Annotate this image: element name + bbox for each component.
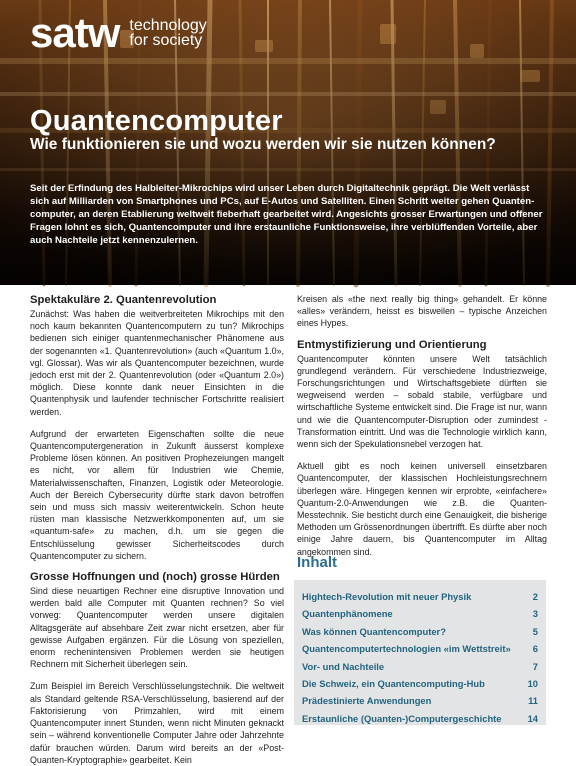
section-heading-entmystifizierung: Entmystifizierung und Orientierung — [297, 338, 487, 351]
toc-entry-page: 2 — [532, 591, 538, 602]
paragraph: Zunächst: Was haben die weitverbreiteten Mikrochips mit den noch kaum bekannten Quantencomputern zu tun? Mikrochips bedienen sich einiger quantenmechanischer Phänomene aus der sogenannten «1. Quantenrevolution» (auch «Quantum 1.0», vgl. Glossar). Was wir als Quantencomputer bezeichnen, wurde jedoch erst mit der 2. Quantenrevolution (oder «Quantum 2.0») möglich. Diese konnte dank neuer Einsichten in die Quantenphysik und laufender technischer Fortschritte realisiert werden. — [30, 309, 284, 417]
toc-entry-label: Quantencomputertechnologien «im Wettstreit» — [302, 643, 511, 655]
section-heading-revolution: Spektakuläre 2. Quantenrevolution — [30, 294, 217, 306]
toc-entry[interactable] — [302, 643, 538, 660]
toc-entry-label: Erstaunliche (Quanten-)Computergeschichte — [302, 712, 502, 724]
toc-entry-page: 11 — [528, 695, 538, 707]
toc-entry-page: 14 — [527, 712, 538, 724]
toc-entry-label: Die Schweiz, ein Quantencomputing-Hub — [302, 677, 485, 689]
toc-entry[interactable] — [302, 713, 538, 730]
toc-heading: Inhalt — [297, 554, 337, 571]
intro-paragraph: Seit der Erfindung des Halbleiter-Mikrochips wird unser Leben durch Digitaltechnik geprägt. Die Welt verlässt sich auf Milliarden von Smartphones und PCs, auf E-Autos und Satelliten. Einen Schritt weiter gehen Quanten-computer, an deren Etablierung weltweit fieberhaft gearbeitet wird. Angesichts grosser Erwartungen und offener Fragen lohnt es sich, Quantencomputer und ihre erstaunliche Funktionsweise, ihre verblüffenden Vorteile, aber auch Nachteile jetzt kennenzulernen. — [30, 183, 543, 247]
paragraph: Aktuell gibt es noch keinen universell einsetzbaren Quantencomputer, der klassischen Hochleistungsrechnern überlegen wäre. Hingegen kennen wir erprobte, «einfachere» Quantum-2.0-Anwendungen wie z.B. die Quanten-Messtechnik. Sie besticht durch eine Genauigkeit, die bisherige Methoden um Grössenordnungen übertrifft. Es dürfte aber noch einige Jahre dauern, bis Quantencomputer im Alltag angekommen sind. — [297, 461, 547, 557]
toc-entry-page: 3 — [532, 608, 538, 620]
toc-entry-page: 6 — [532, 643, 538, 655]
satw-logo — [30, 9, 207, 56]
toc-entry[interactable] — [302, 678, 538, 695]
toc-entry[interactable] — [302, 608, 538, 625]
logo-tagline — [129, 18, 206, 48]
table-of-contents — [294, 580, 546, 725]
left-column — [30, 293, 284, 766]
logo-tagline-line2: for society — [129, 32, 203, 49]
paragraph: Zum Beispiel im Bereich Verschlüsselungstechnik. Die weltweit als Standard geltende RSA-Verschlüsselung, basierend auf der Faktorisierung von Primzahlen, wird mit einem Quantencomputer innert Stunden, wenn nicht Minuten geknackt sein – während konventionelle Computer Jahre oder Jahrzehnte dafür brauchen würden. Darum wird bereits an der «Post-Quanten-Kryptographie» gearbeitet. Kein — [30, 681, 284, 765]
toc-entry[interactable] — [302, 591, 538, 608]
right-column — [297, 293, 547, 558]
logo-wordmark: satw — [30, 9, 120, 56]
hero-banner — [0, 0, 576, 285]
toc-entry-label: Hightech-Revolution mit neuer Physik — [302, 591, 472, 602]
toc-entry-label: Was können Quantencomputer? — [302, 625, 446, 637]
logo-tagline-line1: technology — [129, 17, 207, 34]
toc-entry-page: 5 — [532, 625, 538, 637]
toc-entry-page: 10 — [527, 677, 538, 689]
toc-entry-page: 7 — [532, 660, 538, 672]
toc-entry[interactable] — [302, 661, 538, 678]
section-heading-hoffnungen: Grosse Hoffnungen und (noch) grosse Hürden — [30, 571, 280, 584]
page-subtitle: Wie funktionieren sie und wozu werden wir sie nutzen können? — [30, 136, 496, 153]
paragraph: Sind diese neuartigen Rechner eine disruptive Innovation und werden bald alle Computer mit Quanten rechnen? So viel vorweg: Quantencomputer werden unsere digitalen Alltagsgeräte auf absehbare Zeit zwar nicht ersetzen, aber für gewisse Aufgaben ergänzen. Für die Lösung von speziellen, enorm rechenintensiven Problemen werden sie heutigen Rechnern mit Sicherheit überlegen sein. — [30, 586, 284, 670]
paragraph: Kreisen als «the next really big thing» gehandelt. Er könne «alles» verändern, heisst es bisweilen – typische Anzeichen eines Hypes. — [297, 294, 547, 329]
page-title: Quantencomputer — [30, 105, 283, 137]
toc-entry-label: Vor- und Nachteile — [302, 660, 385, 672]
paragraph: Quantencomputer könnten unsere Welt tatsächlich grundlegend verändern. Für verschiedene Industriezweige, Forschungsrichtungen und Wirtschaftsgebiete dürften sie wegweisend werden – sobald stabile, verfügbare und wirtschaftliche Systeme entwickelt sind. Die Frage ist nur, wann und wie die Quantencomputer-Disruption oder zumindest -Transformation eintritt. Und was die Technologie wirklich kann, wenn sich der Spekulationsnebel verzogen hat. — [297, 353, 547, 450]
paragraph: Aufgrund der erwarteten Eigenschaften sollte die neue Quantencomputergeneration in Zukunft äusserst komplexe Probleme lösen können. An positiven Prophezeiungen mangelt es nicht, vor allem für Industrien wie Chemie, Materialwissenschaften, Finanzen, Logistik oder Meteorologie. Auch der Bereich Cybersecurity dürfte stark davon betroffen sein und muss sich massiv weiterentwickeln. Schon heute rüsten man klassische Netzwerkkomponenten auf, um sie «quantum-safe» zu machen, d.h. um sie gegen die Entschlüsselung gewisser Sicherheitscodes durch Quantencomputer zu sichern. — [30, 428, 284, 561]
toc-entry[interactable] — [302, 626, 538, 643]
toc-entry-label: Quantenphänomene — [302, 608, 393, 620]
toc-entry-label: Prädestinierte Anwendungen — [302, 695, 432, 707]
toc-entry[interactable] — [302, 695, 538, 712]
